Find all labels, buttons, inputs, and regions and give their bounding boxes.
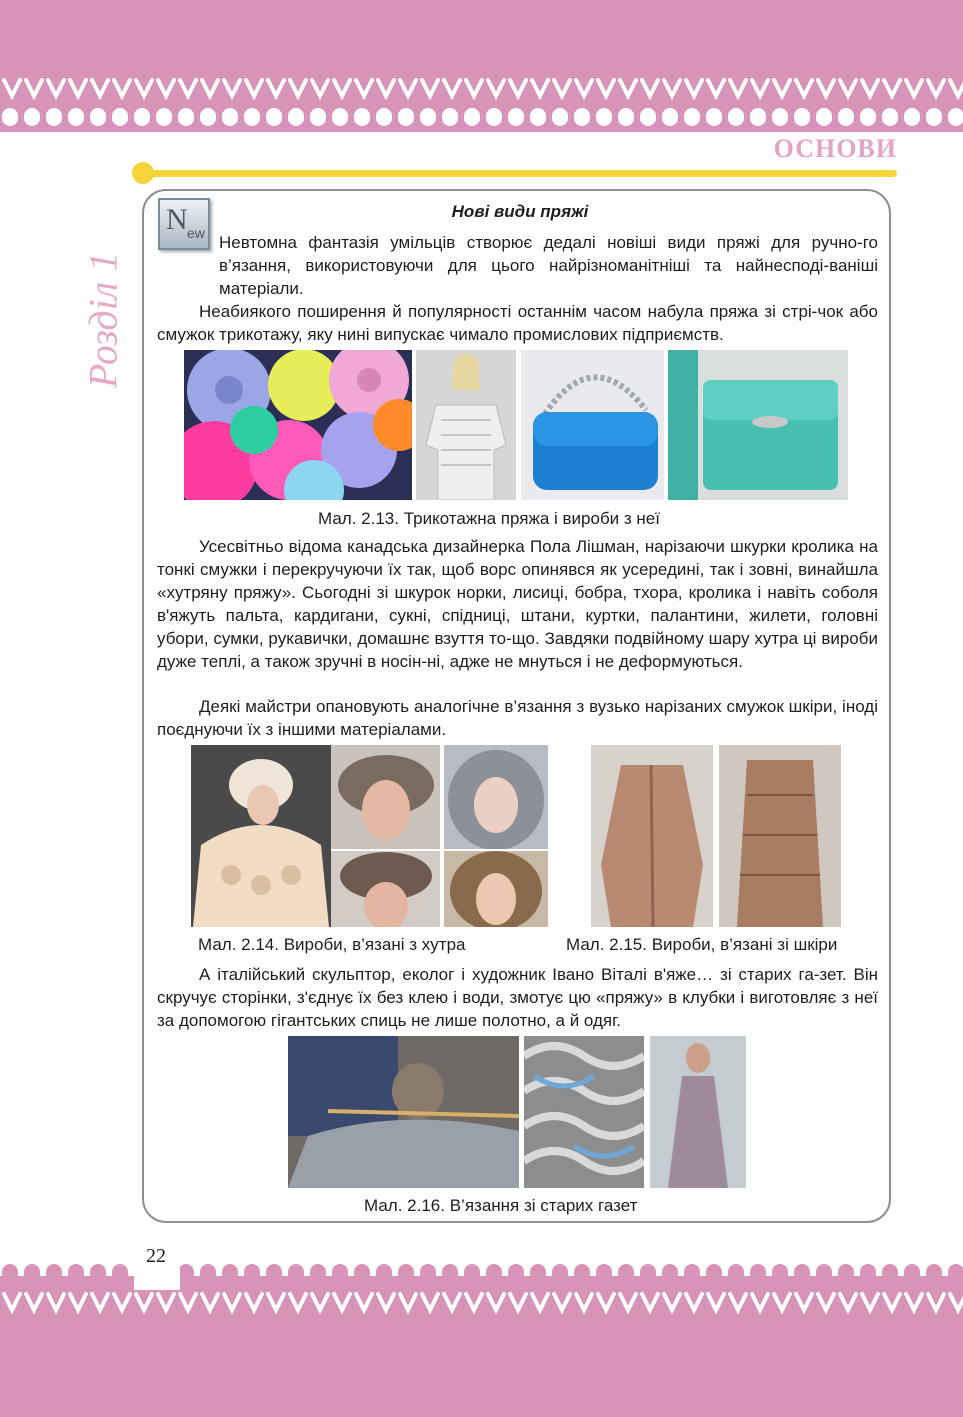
leather-dress-photo [719,745,841,927]
page-number: 22 [142,1245,170,1268]
figure-caption-2-16: Мал. 2.16. В’язання зі старих газет [364,1196,638,1215]
teal-bag-photo [668,350,848,500]
figure-caption-2-14: Мал. 2.14. Вироби, в’язані з хутра [198,935,466,954]
badge-suffix: ew [187,225,205,241]
yarn-balls-photo [184,350,412,500]
paragraph-5: А італійський скульптор, еколог і художник Івано Віталі в'яже… зі старих га-зет. Він скручує сторінки, з'єднує їх без клею і води, змотує цю «пряжу» в клубки і виготовляє з неї за допомогою гігантських спиць не лише полотно, а й одяг. [157,965,878,1030]
vertical-section-label: Розділ 1 [80,251,126,389]
section-title: ОСНОВИ [773,134,897,163]
fur-poncho-photo [191,745,331,927]
newspaper-dress-photo [650,1036,746,1188]
article-heading: Нові види пряжі [451,202,589,221]
top-scallop-row [0,104,963,132]
knitted-top-photo [416,350,516,500]
fur-hood-photo-1 [444,745,548,849]
top-knit-stitch-row [0,76,963,102]
header-accent-line [143,170,897,177]
paragraph-3: Усесвітньо відома канадська дизайнерка Пола Лішман, нарізаючи шкурки кролика на тонкі смужки і перекручуючи їх так, щоб ворс опинявся як усередині, так і зовні, винайшла «хутряну пряжу». Сьогодні зі шкурок норки, лисиці, бобра, тхора, кролика і навіть соболя в'яжуть пальта, кардигани, сукні, спідниці, штани, куртки, палантини, жилети, головні убори, сумки, рукавички, домашнє взуття то-що. Завдяки подвійному шару хутра ці вироби дуже теплі, а також зручні в носін-ні, адже не мнуться і не деформуються. [157,537,878,671]
figure-caption-2-15: Мал. 2.15. Вироби, в’язані зі шкіри [566,935,838,954]
fur-hat-photo-1 [331,745,440,849]
header-accent-dot [132,162,154,184]
fur-hat-photo-2 [331,851,440,927]
badge-letter: N [166,203,188,236]
paragraph-1: Невтомна фантазія умільців створює дедалі новіші види пряжі для ручно-го в’язання, використовуючи для цього найрізноманітніші та найнесподі-ваніші матеріали. [219,233,878,298]
paragraph-4: Деякі майстри опановують аналогічне в’язання з вузько нарізаних смужок шкіри, іноді поєднуючи їх з іншими матеріалами. [157,697,878,739]
figure-caption-2-13: Мал. 2.13. Трикотажна пряжа і вироби з неї [318,509,660,528]
newspaper-knitting-artist-photo [288,1036,519,1188]
paragraph-2: Неабиякого поширення й популярності останнім часом набула пряжа зі стрі-чок або смужок трикотажу, яку нині випускає чимало промислових підприємств. [157,302,878,344]
leather-cardigan-photo [591,745,713,927]
blue-clutch-photo [521,350,664,500]
bottom-knit-stitch-row [0,1290,963,1316]
newspaper-yarn-photo [524,1036,644,1188]
fur-hood-photo-2 [444,851,548,927]
